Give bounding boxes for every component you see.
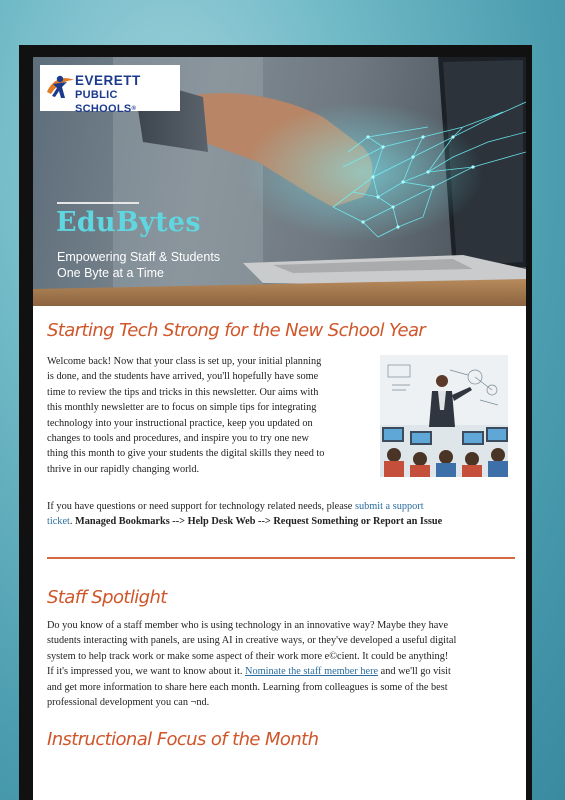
paragraph-line: changes to tools and procedures, and inspire you to try one new [47, 433, 309, 445]
paragraph-line: students interacting with panels, are using AI in creative ways, or they've developed a useful digital [47, 635, 457, 647]
paragraph-line: system to help track work or make some aspect of their work more e©cient. It could be anything! [47, 650, 449, 662]
spotlight-paragraph [47, 618, 517, 710]
bookmark-path: Managed Bookmarks --> Help Desk Web --> Request Something or Report an Issue [75, 516, 443, 528]
district-logo[interactable] [40, 65, 180, 115]
subtitle-line1: Empowering Staff & Students [57, 250, 221, 264]
paragraph-line: thing this month to give your students the digital skills they need to [47, 448, 325, 460]
paragraph-line: technology into your instructional practice, keep you updated on [47, 417, 313, 429]
paragraph-text: If it's impressed you, we want to know about it. [47, 666, 246, 678]
paragraph-line: thrive in our rapidly changing world. [47, 463, 200, 475]
support-period: . [69, 516, 76, 528]
paragraph-line: is done, and the students have arrived, you'll hopefully have some [47, 371, 319, 383]
paragraph-line: Do you know of a staff member who is using technology in an innovative way? Maybe they have [47, 620, 449, 631]
newsletter-title: EduBytes [56, 207, 201, 238]
newsletter-subtitle [57, 249, 220, 281]
hero-divider [57, 202, 139, 204]
support-ticket-link-part2[interactable]: ticket [47, 516, 70, 528]
paragraph-text: and we'll go visit [378, 666, 451, 678]
paragraph-line: professional development you can ¬nd. [47, 697, 210, 709]
section-heading-instructional-focus: Instructional Focus of the Month [47, 729, 319, 750]
nominate-staff-link[interactable]: Nominate the staff member here [245, 666, 379, 678]
section-divider [47, 557, 515, 559]
classroom-photo [380, 355, 508, 477]
section-heading-staff-spotlight: Staff Spotlight [47, 587, 167, 608]
paragraph-line: Welcome back! Now that your class is set up, your initial planning [47, 356, 322, 367]
section-heading-tech-strong: Starting Tech Strong for the New School Year [47, 320, 426, 341]
welcome-paragraph [47, 354, 377, 477]
paragraph-line: time to review the tips and tricks in this newsletter. Our aims with [47, 386, 319, 398]
newsletter-page [33, 57, 526, 800]
hero-banner [33, 57, 526, 306]
logo-line2: PUBLIC SCHOOLS [75, 89, 132, 115]
subtitle-line2: One Byte at a Time [57, 266, 164, 280]
support-text: If you have questions or need support for technology related needs, please [47, 501, 355, 512]
logo-figure-icon [43, 70, 77, 104]
support-ticket-link-part1[interactable]: submit a support [354, 501, 424, 512]
logo-registered-mark: ® [131, 106, 137, 112]
support-paragraph [47, 499, 517, 530]
logo-line1: EVERETT [75, 73, 141, 88]
paragraph-line: and get more information to share here each month. Learning from colleagues is some of the best [47, 681, 448, 693]
paragraph-line: this monthly newsletter are to focus on simple tips for integrating [47, 402, 317, 414]
